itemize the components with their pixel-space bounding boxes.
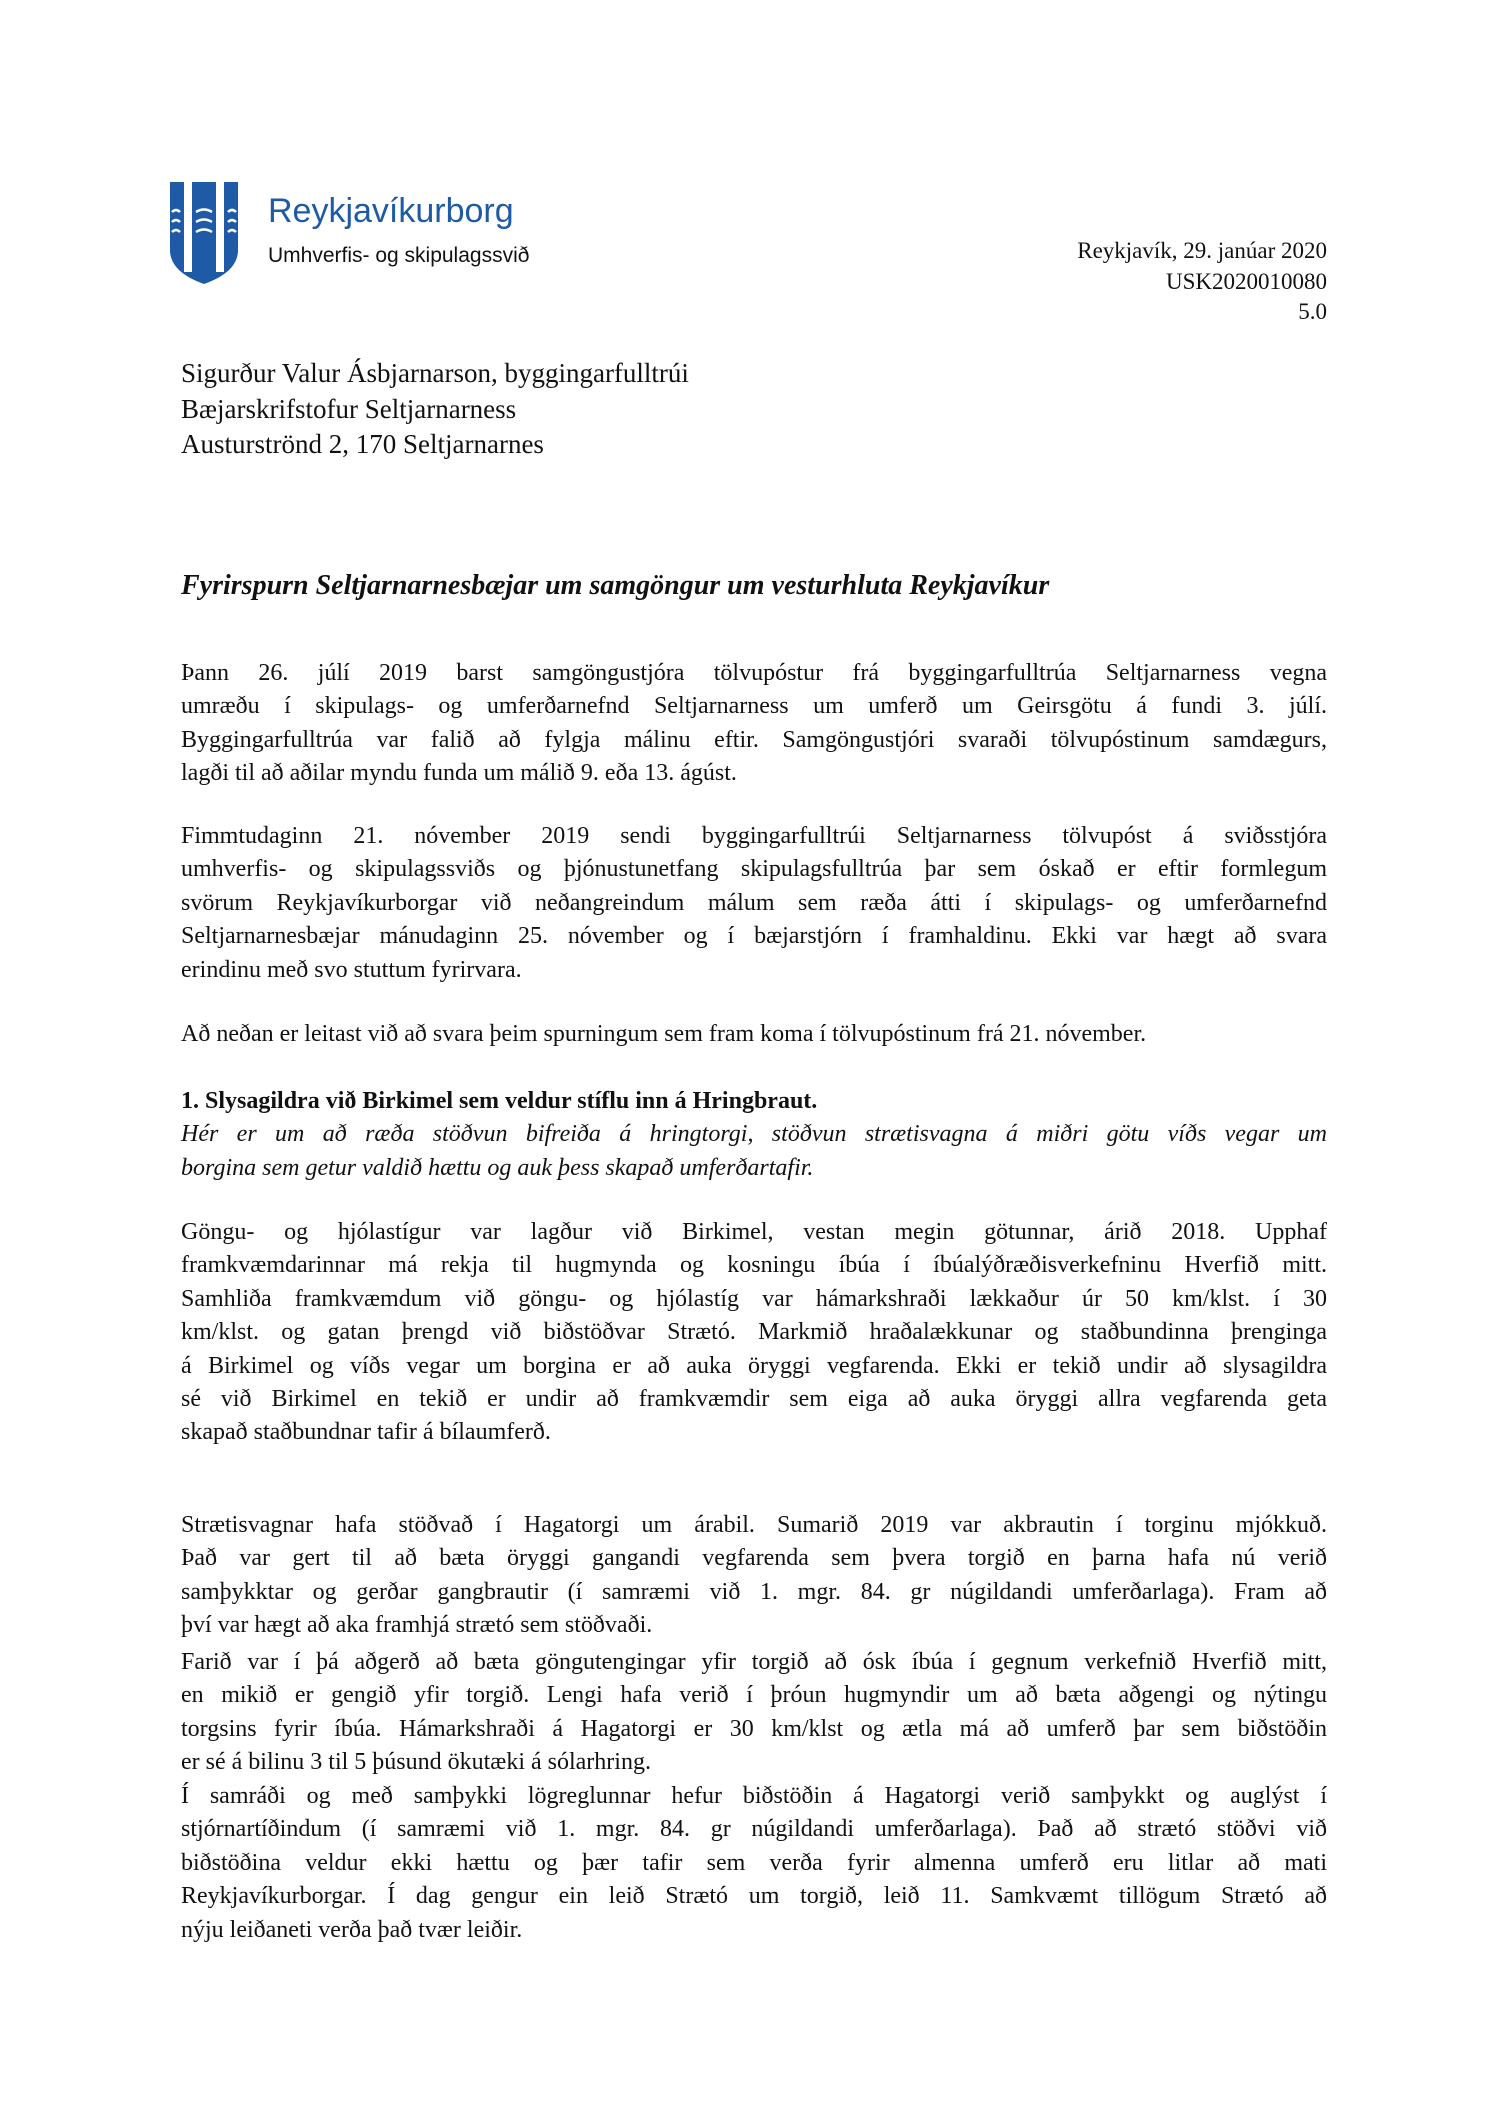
recipient-name: Sigurður Valur Ásbjarnarson, byggingarfulltrúi bbox=[181, 358, 689, 388]
text-line: svörum Reykjavíkurborgar við neðangreindum málum sem ræða átti í skipulags- og umferðarnefnd bbox=[181, 889, 1327, 916]
text-line: því var hægt að aka framhjá strætó sem stöðvaði. bbox=[181, 1612, 653, 1639]
letter-meta bbox=[1077, 236, 1327, 328]
section-question bbox=[181, 1118, 1327, 1185]
paragraph bbox=[181, 1780, 1327, 1947]
text-line: Þann 26. júlí 2019 barst samgöngustjóra tölvupóstur frá byggingarfulltrúa Seltjarnarness vegna bbox=[181, 660, 1327, 686]
place-date: Reykjavík, 29. janúar 2020 bbox=[1077, 238, 1327, 263]
text-line: Farið var í þá aðgerð að bæta göngutengingar yfir torgið að ósk íbúa í gegnum verkefnið Hverfið mitt, bbox=[181, 1649, 1327, 1675]
section-heading: 1. Slysagildra við Birkimel sem veldur stíflu inn á Hringbraut. bbox=[181, 1088, 818, 1114]
recipient-office: Bæjarskrifstofur Seltjarnarness bbox=[181, 393, 517, 424]
text-line: umræðu í skipulags- og umferðarnefnd Seltjarnarness um umferð um Geirsgötu á fundi 3. júlí. bbox=[181, 693, 1327, 720]
text-line: biðstöðina veldur ekki hættu og þær tafir sem verða fyrir almenna umferð eru litlar að mati bbox=[181, 1849, 1327, 1876]
department-name: Umhverfis- og skipulagssvið bbox=[268, 244, 530, 267]
text-line: Það var gert til að bæta öryggi gangandi vegfarenda sem þvera torgið en þarna hafa nú verið bbox=[181, 1545, 1327, 1572]
recipient-street: Austurströnd 2, 170 Seltjarnarnes bbox=[181, 429, 544, 459]
text-line: nýju leiðaneti verða það tvær leiðir. bbox=[181, 1916, 523, 1943]
text-line: Byggingarfulltrúa var falið að fylgja málinu eftir. Samgöngustjóri svaraði tölvupóstinum samdægurs, bbox=[181, 726, 1327, 753]
recipient-address bbox=[181, 356, 689, 463]
text-line: Að neðan er leitast við að svara þeim spurningum sem fram koma í tölvupóstinum frá 21. nóvember. bbox=[181, 1021, 1147, 1047]
version: 5.0 bbox=[1298, 299, 1327, 324]
reykjavik-coat-of-arms-icon bbox=[168, 180, 240, 284]
text-line: borgina sem getur valdið hættu og auk þess skapað umferðartafir. bbox=[181, 1154, 814, 1181]
text-line: Strætisvagnar hafa stöðvað í Hagatorgi um árabil. Sumarið 2019 var akbrautin í torginu mjókkuð. bbox=[181, 1512, 1327, 1538]
text-line: Göngu- og hjólastígur var lagður við Birkimel, vestan megin götunnar, árið 2018. Upphaf bbox=[181, 1219, 1327, 1245]
text-line: km/klst. og gatan þrengd við biðstöðvar Strætó. Markmið hraðalækkunar og staðbundinna þrenginga bbox=[181, 1319, 1327, 1346]
paragraph bbox=[181, 1509, 1327, 1643]
text-line: framkvæmdarinnar má rekja til hugmynda og kosningu íbúa í íbúalýðræðisverkefninu Hverfið mitt. bbox=[181, 1252, 1327, 1279]
paragraph bbox=[181, 1216, 1327, 1450]
text-line: skapað staðbundnar tafir á bílaumferð. bbox=[181, 1419, 551, 1446]
text-line: Samhliða framkvæmdum við göngu- og hjólastíg var hámarkshraði lækkaður úr 50 km/klst. í 30 bbox=[181, 1285, 1327, 1312]
paragraph bbox=[181, 1646, 1327, 1780]
text-line: samþykktar og gerðar gangbrautir (í samræmi við 1. mgr. 84. gr núgildandi umferðarlaga). Fram að bbox=[181, 1578, 1327, 1605]
text-line: á Birkimel og víðs vegar um borgina er að auka öryggi vegfarenda. Ekki er tekið undir að slysagildra bbox=[181, 1352, 1327, 1379]
text-line: lagði til að aðilar myndu funda um málið 9. eða 13. ágúst. bbox=[181, 760, 737, 787]
text-line: umhverfis- og skipulagssviðs og þjónustunetfang skipulagsfulltrúa þar sem óskað er eftir formlegum bbox=[181, 856, 1327, 883]
text-line: en mikið er gengið yfir torgið. Lengi hafa verið í þróun hugmyndir um að bæta aðgengi og nýtingu bbox=[181, 1682, 1327, 1709]
text-line: Í samráði og með samþykki lögreglunnar hefur biðstöðin á Hagatorgi verið samþykkt og auglýst í bbox=[181, 1783, 1327, 1809]
section-1 bbox=[181, 1085, 1327, 1185]
case-number: USK2020010080 bbox=[1165, 268, 1327, 294]
letter-title: Fyrirspurn Seltjarnarnesbæjar um samgöngur um vesturhluta Reykjavíkur bbox=[181, 570, 1050, 601]
text-line: Hér er um að ræða stöðvun bifreiða á hringtorgi, stöðvun strætisvagna á miðri götu víðs vegar um bbox=[181, 1121, 1327, 1148]
text-line: er sé á bilinu 3 til 5 þúsund ökutæki á sólarhring. bbox=[181, 1749, 651, 1776]
text-line: Seltjarnarnesbæjar mánudaginn 25. nóvember og í bæjarstjórn í framhaldinu. Ekki var hægt að svara bbox=[181, 923, 1327, 950]
paragraph bbox=[181, 1018, 1327, 1051]
text-line: Fimmtudaginn 21. nóvember 2019 sendi byggingarfulltrúi Seltjarnarness tölvupóst á sviðsstjóra bbox=[181, 823, 1327, 849]
text-line: Reykjavíkurborgar. Í dag gengur ein leið Strætó um torgið, leið 11. Samkvæmt tillögum Strætó að bbox=[181, 1883, 1327, 1910]
paragraph bbox=[181, 820, 1327, 987]
paragraph bbox=[181, 657, 1327, 791]
text-line: sé við Birkimel en tekið er undir að framkvæmdir sem eiga að auka öryggi allra vegfarenda geta bbox=[181, 1386, 1327, 1413]
brand-name: Reykjavíkurborg bbox=[268, 192, 514, 230]
text-line: stjórnartíðindum (í samræmi við 1. mgr. 84. gr núgildandi umferðarlaga). Það að strætó stöðvi við bbox=[181, 1816, 1327, 1843]
text-line: erindinu með svo stuttum fyrirvara. bbox=[181, 956, 522, 983]
text-line: torgsins fyrir íbúa. Hámarkshraði á Hagatorgi er 30 km/klst og ætla má að umferð þar sem biðstöðin bbox=[181, 1715, 1327, 1742]
